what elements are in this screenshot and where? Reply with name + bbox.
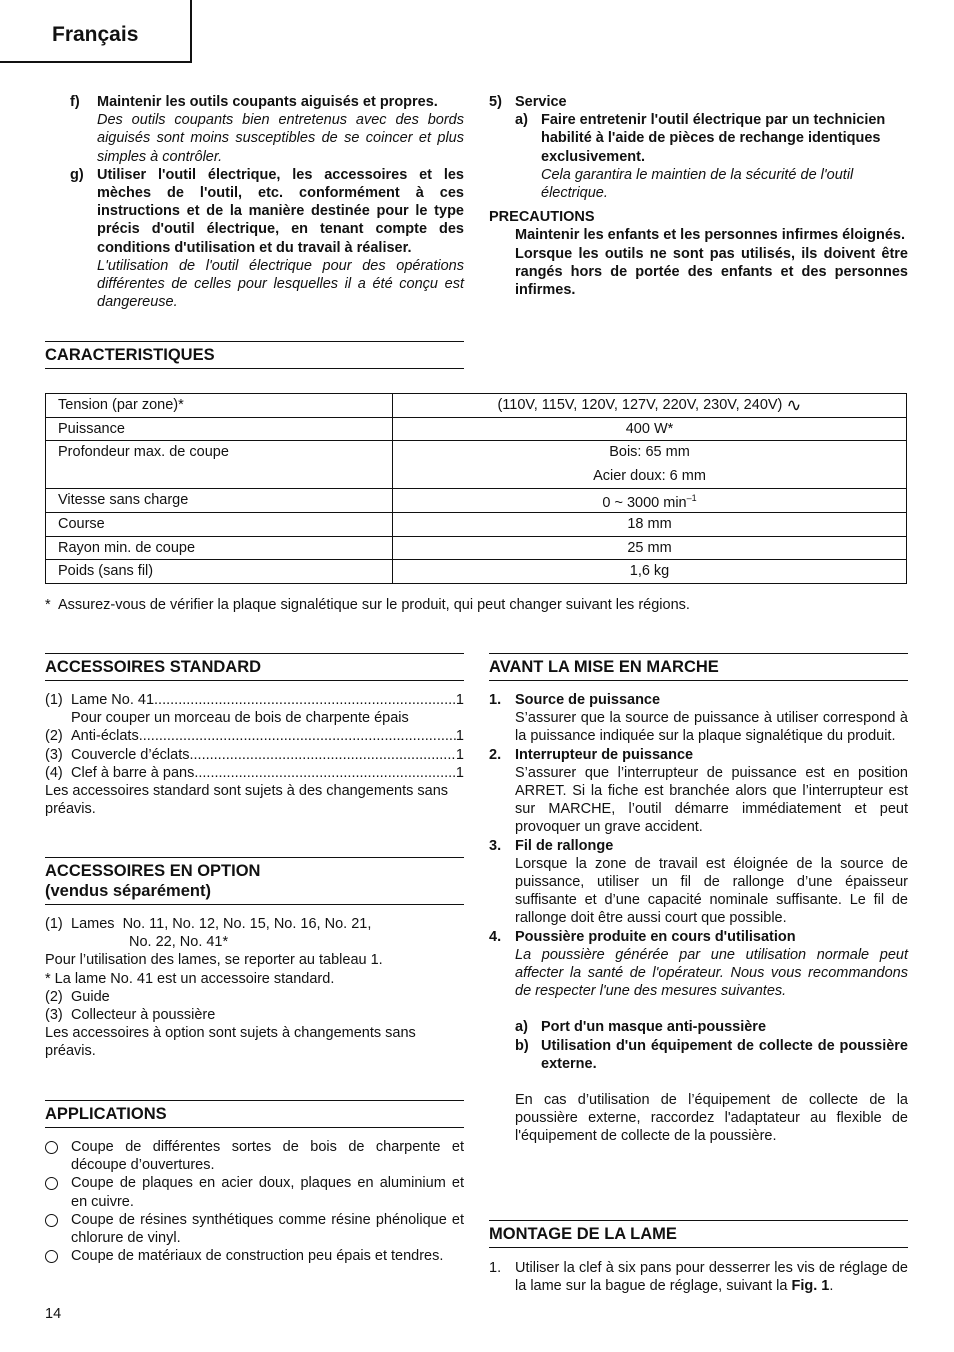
table-row bbox=[46, 513, 907, 537]
table-row bbox=[46, 536, 907, 560]
bullet-circle-icon bbox=[45, 1250, 58, 1263]
safety-item-f bbox=[70, 93, 464, 166]
list-item: 1. Source de puissance S’assurer que la source de puissance à utiliser correspond à la puissance indiquée sur la plaque signalétique du produit. bbox=[489, 692, 908, 745]
blade-mounting-step: 1. Utiliser la clef à six pans pour desserrer les vis de réglage de la lame sur la bague de réglage, suivant la Fig. 1. bbox=[489, 1260, 908, 1295]
safety-list-left bbox=[70, 93, 464, 311]
bullet-circle-icon bbox=[45, 1141, 58, 1154]
list-item: 2. Interrupteur de puissance S’assurer que l’interrupteur de puissance est en position ARRET. Si la fiche est branchée alors que l’interrupteur est sur MARCHE, l’outil démarre immédiatement et peut provoquer un grave accident. bbox=[489, 746, 908, 836]
section-title-standard-accessories: ACCESSOIRES STANDARD bbox=[45, 653, 464, 681]
figure-reference: Fig. 1 bbox=[791, 1278, 830, 1295]
item-text: L'utilisation de l'outil électrique pour des opérations différentes de celles pour lesquelles il a été conçu est dangereuse. bbox=[97, 257, 464, 311]
item-title: Utiliser l'outil électrique, les accessoires et les mèches de l'outil, etc. conformément à ces instructions et de la manière destinée pour le type précis d'outil électrique, en tenant compte des conditions d'utilisation et du travail à réaliser. bbox=[97, 166, 464, 256]
list-item: (1) Lames No. 11, No. 12, No. 15, No. 16, No. 21, No. 22, No. 41* bbox=[45, 916, 372, 951]
dust-option-b: b) Utilisation d'un équipement de collecte de poussière externe. bbox=[515, 1037, 908, 1072]
list-item: 3. Fil de rallonge Lorsque la zone de travail est éloignée de la source de puissance, utiliser un fil de rallonge d’une épaisseur suffisante et d’une capacité nominale suffisante. Le fil de rallonge doit être aussi court que possible. bbox=[489, 837, 908, 927]
list-item: (1) Lame No. 41 ..... 1 Pour couper un morceau de bois de charpente épais bbox=[45, 691, 464, 727]
list-item: (2) Anti-éclats ..... 1 bbox=[45, 727, 464, 745]
spec-value: (110V, 115V, 120V, 127V, 220V, 230V, 240V) ∿ bbox=[393, 394, 907, 418]
applications-list bbox=[45, 1138, 464, 1265]
list-item: Coupe de matériaux de construction peu épais et tendres. bbox=[45, 1247, 464, 1265]
safety-item-g bbox=[70, 166, 464, 312]
list-item: (3) Couvercle d’éclats ..... 1 bbox=[45, 746, 464, 764]
spec-label: Profondeur max. de coupe bbox=[46, 441, 393, 489]
list-item: (3) Collecteur à poussière bbox=[45, 1007, 216, 1024]
standard-blade-note: * La lame No. 41 est un accessoire standard. bbox=[45, 970, 335, 987]
list-item: Coupe de résines synthétiques comme résine phénolique et chlorure de vinyl. bbox=[45, 1211, 464, 1247]
list-item: (4) Clef à barre à pans ..... 1 bbox=[45, 764, 464, 782]
dust-option-a: a) Port d'un masque anti-poussière bbox=[515, 1019, 767, 1036]
footnote-star: * bbox=[45, 597, 51, 613]
section-title-specs: CARACTERISTIQUES bbox=[45, 341, 464, 369]
list-item: (2) Guide bbox=[45, 988, 110, 1005]
standard-accessories-note: Les accessoires standard sont sujets à des changements sans préavis. bbox=[45, 783, 449, 818]
section-title-before-operation: AVANT LA MISE EN MARCHE bbox=[489, 653, 908, 681]
section-title-blade-mounting: MONTAGE DE LA LAME bbox=[489, 1220, 908, 1248]
service-number: 5) bbox=[489, 94, 502, 110]
spec-value: 1,6 kg bbox=[393, 560, 907, 584]
section-title-applications: APPLICATIONS bbox=[45, 1100, 464, 1128]
spec-label: Rayon min. de coupe bbox=[46, 536, 393, 560]
standard-accessories-list bbox=[45, 691, 464, 818]
specs-footnote bbox=[45, 596, 786, 614]
language-label: Français bbox=[52, 23, 139, 46]
dust-collection-paragraph: En cas d’utilisation de l’équipement de collecte de la poussière externe, raccordez l'adaptateur au flexible de l'équipement de collecte de la poussière. bbox=[515, 1092, 908, 1145]
page-number: 14 bbox=[45, 1306, 62, 1322]
item-label: f) bbox=[70, 94, 80, 110]
spec-label: Poids (sans fil) bbox=[46, 560, 393, 584]
bullet-circle-icon bbox=[45, 1177, 58, 1190]
language-tab bbox=[0, 0, 192, 63]
table-row bbox=[46, 560, 907, 584]
precautions-text-1: Maintenir les enfants et les personnes infirmes éloignés. bbox=[515, 227, 906, 244]
spec-label: Course bbox=[46, 513, 393, 537]
spec-label: Vitesse sans charge bbox=[46, 489, 393, 513]
spec-label: Tension (par zone)* bbox=[46, 394, 393, 418]
optional-accessories-list bbox=[45, 915, 464, 1061]
list-item: 4. Poussière produite en cours d'utilisation La poussière générée par une utilisation normale peut affecter la santé de l'opérateur. Nous vous recommandons de respecter l'une des mesures suivantes. bbox=[489, 928, 908, 1000]
specs-table bbox=[45, 393, 907, 584]
spec-value: 18 mm bbox=[393, 513, 907, 537]
footnote-text: Assurez-vous de vérifier la plaque signalétique sur le produit, qui peut changer suivant les régions. bbox=[58, 597, 690, 613]
spec-value: 0 ~ 3000 $\min^{-1}$ bbox=[393, 489, 907, 513]
list-item: Coupe de plaques en acier doux, plaques en aluminium et en cuivre. bbox=[45, 1174, 464, 1210]
list-item: Coupe de différentes sortes de bois de charpente et découpe d’ouvertures. bbox=[45, 1138, 464, 1174]
spec-value: Bois: 65 mm Acier doux: 6 mm bbox=[393, 441, 907, 489]
table-row bbox=[46, 394, 907, 418]
item-title: Maintenir les outils coupants aiguisés et propres. bbox=[97, 94, 438, 110]
precautions-text-2: Lorsque les outils ne sont pas utilisés, ils doivent être rangés hors de portée des enfants et des personnes infirmes. bbox=[515, 245, 908, 299]
blade-table-note: Pour l’utilisation des lames, se reporter au tableau 1. bbox=[45, 952, 383, 969]
safety-list-right bbox=[489, 93, 908, 299]
spec-value: 25 mm bbox=[393, 536, 907, 560]
service-title: Service bbox=[515, 94, 567, 110]
precautions-title: PRECAUTIONS bbox=[489, 209, 595, 226]
table-row bbox=[46, 417, 907, 441]
optional-accessories-note: Les accessoires à option sont sujets à changements sans préavis. bbox=[45, 1025, 416, 1060]
table-row bbox=[46, 489, 907, 513]
item-label: g) bbox=[70, 166, 84, 183]
item-text: Des outils coupants bien entretenus avec des bords aiguisés sont moins susceptibles de se coincer et plus simples à contrôler. bbox=[97, 112, 464, 165]
item-title: Faire entretenir l'outil électrique par un technicien habilité à l'aide de pièces de rechange identiques exclusivement. bbox=[541, 112, 886, 165]
service-heading bbox=[489, 93, 908, 111]
bullet-circle-icon bbox=[45, 1214, 58, 1227]
service-item-a bbox=[489, 111, 908, 202]
section-title-optional-accessories: ACCESSOIRES EN OPTION (vendus séparément) bbox=[45, 857, 464, 905]
table-row bbox=[46, 441, 907, 489]
spec-value: 400 W* bbox=[393, 417, 907, 441]
item-text: Cela garantira le maintien de la sécurité de l'outil électrique. bbox=[541, 166, 854, 202]
spec-label: Puissance bbox=[46, 417, 393, 441]
before-operation-list bbox=[489, 691, 908, 1146]
item-label: a) bbox=[515, 112, 528, 129]
ac-symbol-icon: ∿ bbox=[786, 395, 802, 416]
